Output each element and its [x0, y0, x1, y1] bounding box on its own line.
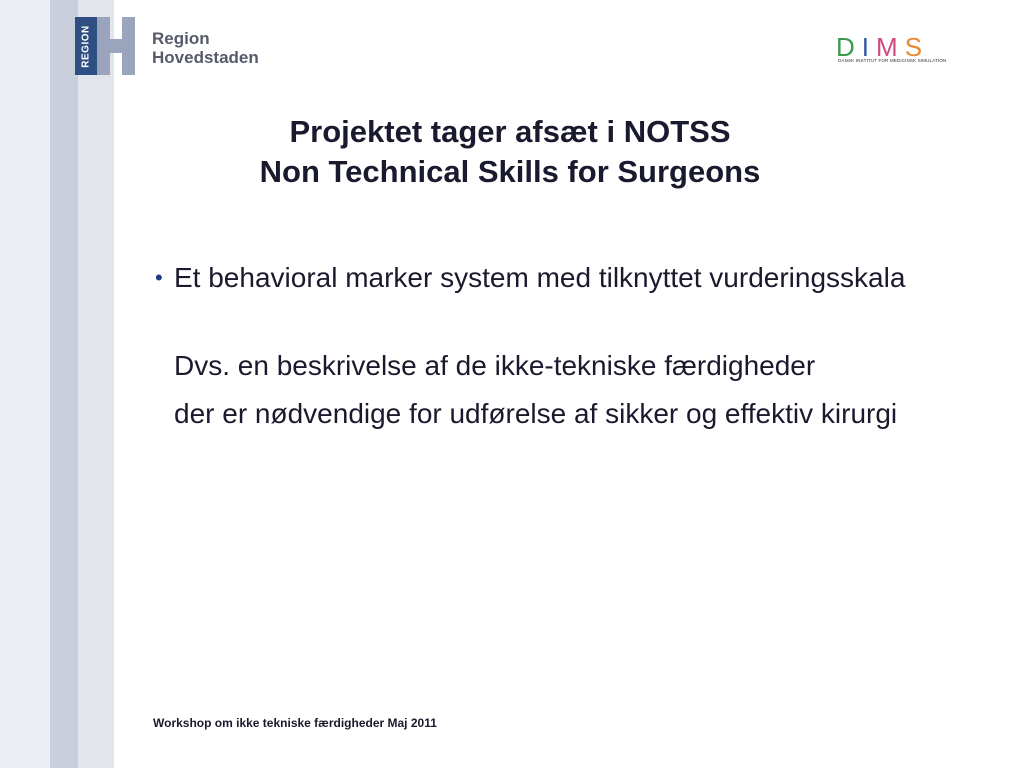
body-paragraph-2: der er nødvendige for udførelse af sikker og effektiv kirurgi	[174, 398, 898, 429]
slide-title	[160, 112, 860, 192]
region-name-line2: Hovedstaden	[152, 48, 259, 67]
title-line2: Non Technical Skills for Surgeons	[259, 154, 761, 189]
dims-subtitle: DANSK INSTITUT FOR MEDICINSK SIMULATION	[838, 58, 947, 63]
region-name-line1: Region	[152, 29, 210, 48]
bullet-item	[152, 258, 982, 298]
dims-letter-d: D	[836, 32, 862, 62]
title-line1: Projektet tager afsæt i NOTSS	[289, 114, 731, 149]
bullet-dot-icon: •	[155, 265, 163, 290]
region-vertical-label	[75, 17, 97, 75]
region-h-icon	[97, 17, 135, 75]
slide-body	[152, 258, 982, 434]
dims-logo	[836, 32, 962, 68]
bullet-text: Et behavioral marker system med tilknyttet vurderingsskala	[174, 262, 906, 293]
background-band-dark	[50, 0, 78, 768]
region-name	[152, 29, 259, 67]
body-paragraph-1: Dvs. en beskrivelse af de ikke-tekniske færdigheder	[174, 350, 816, 381]
slide-footer: Workshop om ikke tekniske færdigheder Maj 2011	[153, 716, 437, 730]
background-band-light	[0, 0, 50, 768]
background-band-mid	[78, 0, 114, 768]
dims-letter-s: S	[904, 32, 930, 62]
dims-letter-i: I	[861, 32, 877, 62]
region-vertical-text: REGION	[80, 24, 92, 68]
region-hovedstaden-logo	[75, 17, 135, 75]
dims-letter-m: M	[876, 32, 905, 62]
